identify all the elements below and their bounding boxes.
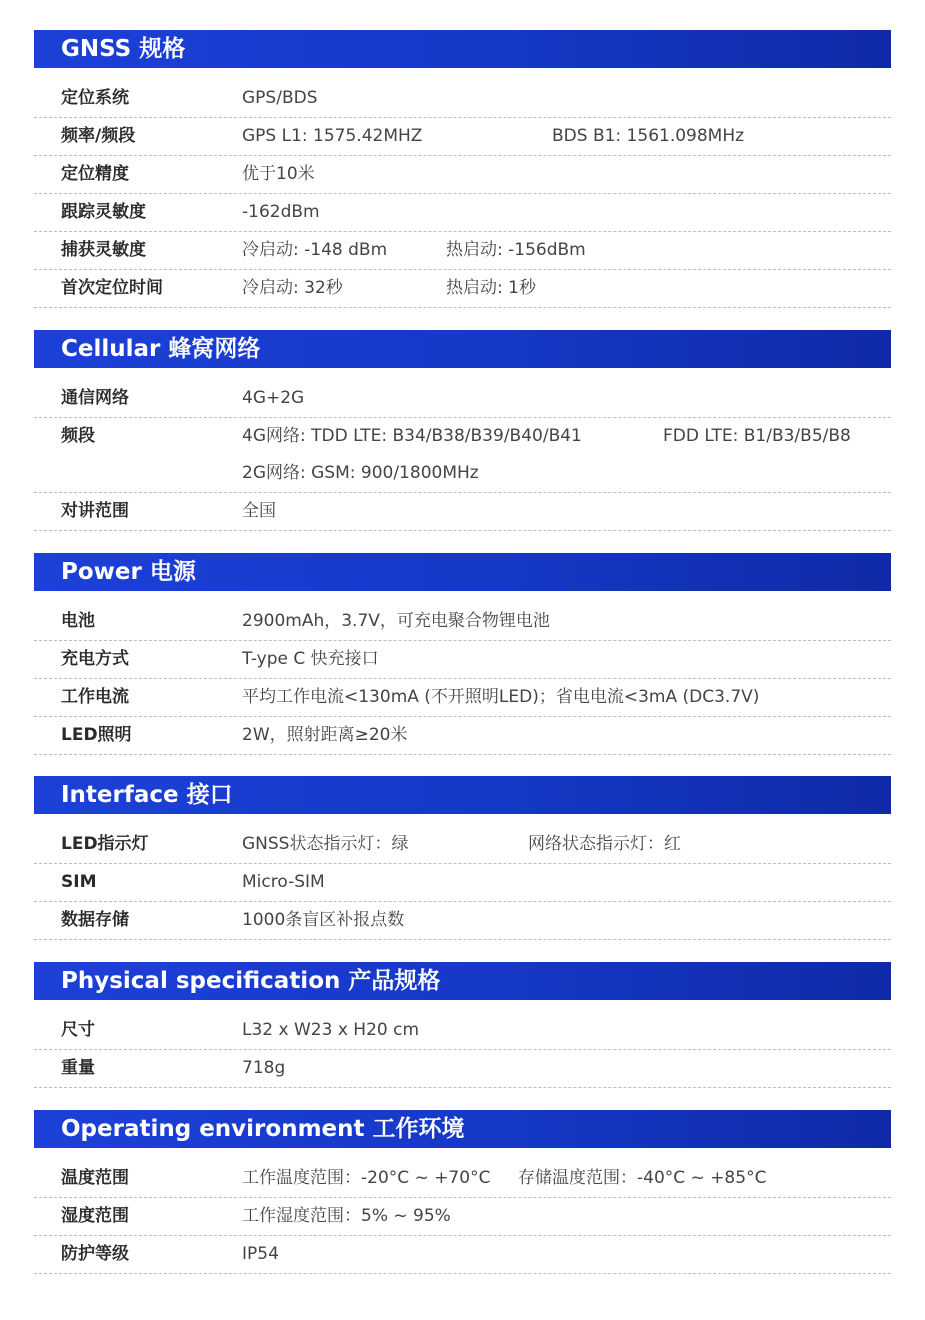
spec-label: SIM [61, 872, 97, 892]
spec-label: 频率/频段 [61, 126, 136, 146]
spec-value: GPS/BDS [242, 88, 318, 108]
spec-label: 充电方式 [61, 649, 129, 669]
spec-label: 防护等级 [61, 1244, 129, 1264]
section-title: Interface 接口 [34, 776, 891, 814]
spec-value: 冷启动: 32秒 [242, 278, 343, 298]
section-title: Power 电源 [34, 553, 891, 591]
section-environment [34, 1110, 891, 1274]
spec-row [34, 1198, 891, 1236]
spec-value-secondary: 存储温度范围：-40°C ~ +85°C [518, 1168, 767, 1188]
spec-row [34, 1012, 891, 1050]
section-interface [34, 776, 891, 940]
spec-value-secondary: FDD LTE: B1/B3/B5/B8 [663, 426, 851, 446]
spec-label: 数据存储 [61, 910, 129, 930]
spec-row [34, 826, 891, 864]
spec-label: 通信网络 [61, 388, 129, 408]
spec-value: 冷启动: -148 dBm [242, 240, 388, 260]
spec-value: T-ype C 快充接口 [242, 649, 379, 669]
spec-value: IP54 [242, 1244, 279, 1264]
spec-value: 718g [242, 1058, 286, 1078]
spec-label: 电池 [61, 611, 95, 631]
spec-value-secondary: 热启动: -156dBm [446, 240, 586, 260]
spec-label: 定位精度 [61, 164, 129, 184]
spec-row [34, 80, 891, 118]
section-physical [34, 962, 891, 1088]
spec-value: 全国 [242, 501, 276, 521]
spec-row [34, 156, 891, 194]
section-title: Physical specification 产品规格 [34, 962, 891, 1000]
spec-value: Micro-SIM [242, 872, 325, 892]
spec-label: 重量 [61, 1058, 95, 1078]
spec-row [34, 270, 891, 308]
section-gnss [34, 30, 891, 308]
spec-value: 工作湿度范围：5% ~ 95% [242, 1206, 451, 1226]
spec-row [34, 902, 891, 940]
spec-value: 2W，照射距离≥20米 [242, 725, 408, 745]
spec-row [34, 418, 891, 493]
spec-row [34, 380, 891, 418]
spec-label: 定位系统 [61, 88, 129, 108]
spec-row [34, 1160, 891, 1198]
spec-value: 1000条盲区补报点数 [242, 910, 405, 930]
spec-label: 工作电流 [61, 687, 129, 707]
spec-label: 对讲范围 [61, 501, 129, 521]
spec-value-secondary: BDS B1: 1561.098MHz [552, 126, 745, 146]
spec-row [34, 641, 891, 679]
spec-value: 2900mAh，3.7V，可充电聚合物锂电池 [242, 611, 550, 631]
spec-label: 频段 [61, 426, 95, 446]
section-title: GNSS 规格 [34, 30, 891, 68]
spec-label: 湿度范围 [61, 1206, 129, 1226]
spec-label: 尺寸 [61, 1020, 95, 1040]
spec-label: LED照明 [61, 725, 132, 745]
spec-value: 优于10米 [242, 164, 315, 184]
spec-value: 4G+2G [242, 388, 305, 408]
spec-row [34, 717, 891, 755]
spec-label: 捕获灵敏度 [61, 240, 146, 260]
spec-row [34, 118, 891, 156]
section-title: Cellular 蜂窝网络 [34, 330, 891, 368]
spec-value: 4G网络: TDD LTE: B34/B38/B39/B40/B41 [242, 426, 582, 446]
spec-row [34, 493, 891, 531]
spec-value-secondary: 热启动: 1秒 [446, 278, 536, 298]
spec-value: GPS L1: 1575.42MHZ [242, 126, 423, 146]
spec-row [34, 1236, 891, 1274]
spec-label: 温度范围 [61, 1168, 129, 1188]
spec-label: LED指示灯 [61, 834, 149, 854]
spec-row [34, 232, 891, 270]
spec-value-secondary: 网络状态指示灯：红 [528, 834, 681, 854]
spec-row [34, 679, 891, 717]
spec-value: 平均工作电流<130mA (不开照明LED)；省电电流<3mA (DC3.7V) [242, 687, 760, 707]
spec-row [34, 864, 891, 902]
spec-label: 跟踪灵敏度 [61, 202, 146, 222]
spec-row [34, 1050, 891, 1088]
spec-value: -162dBm [242, 202, 320, 222]
spec-value: GNSS状态指示灯：绿 [242, 834, 409, 854]
spec-value-continued: 2G网络: GSM: 900/1800MHz [242, 463, 479, 483]
spec-label: 首次定位时间 [61, 278, 163, 298]
spec-row [34, 194, 891, 232]
section-power [34, 553, 891, 755]
spec-row [34, 603, 891, 641]
section-cellular [34, 330, 891, 531]
spec-value: L32 x W23 x H20 cm [242, 1020, 420, 1040]
spec-value: 工作温度范围：-20°C ~ +70°C [242, 1168, 491, 1188]
section-title: Operating environment 工作环境 [34, 1110, 891, 1148]
